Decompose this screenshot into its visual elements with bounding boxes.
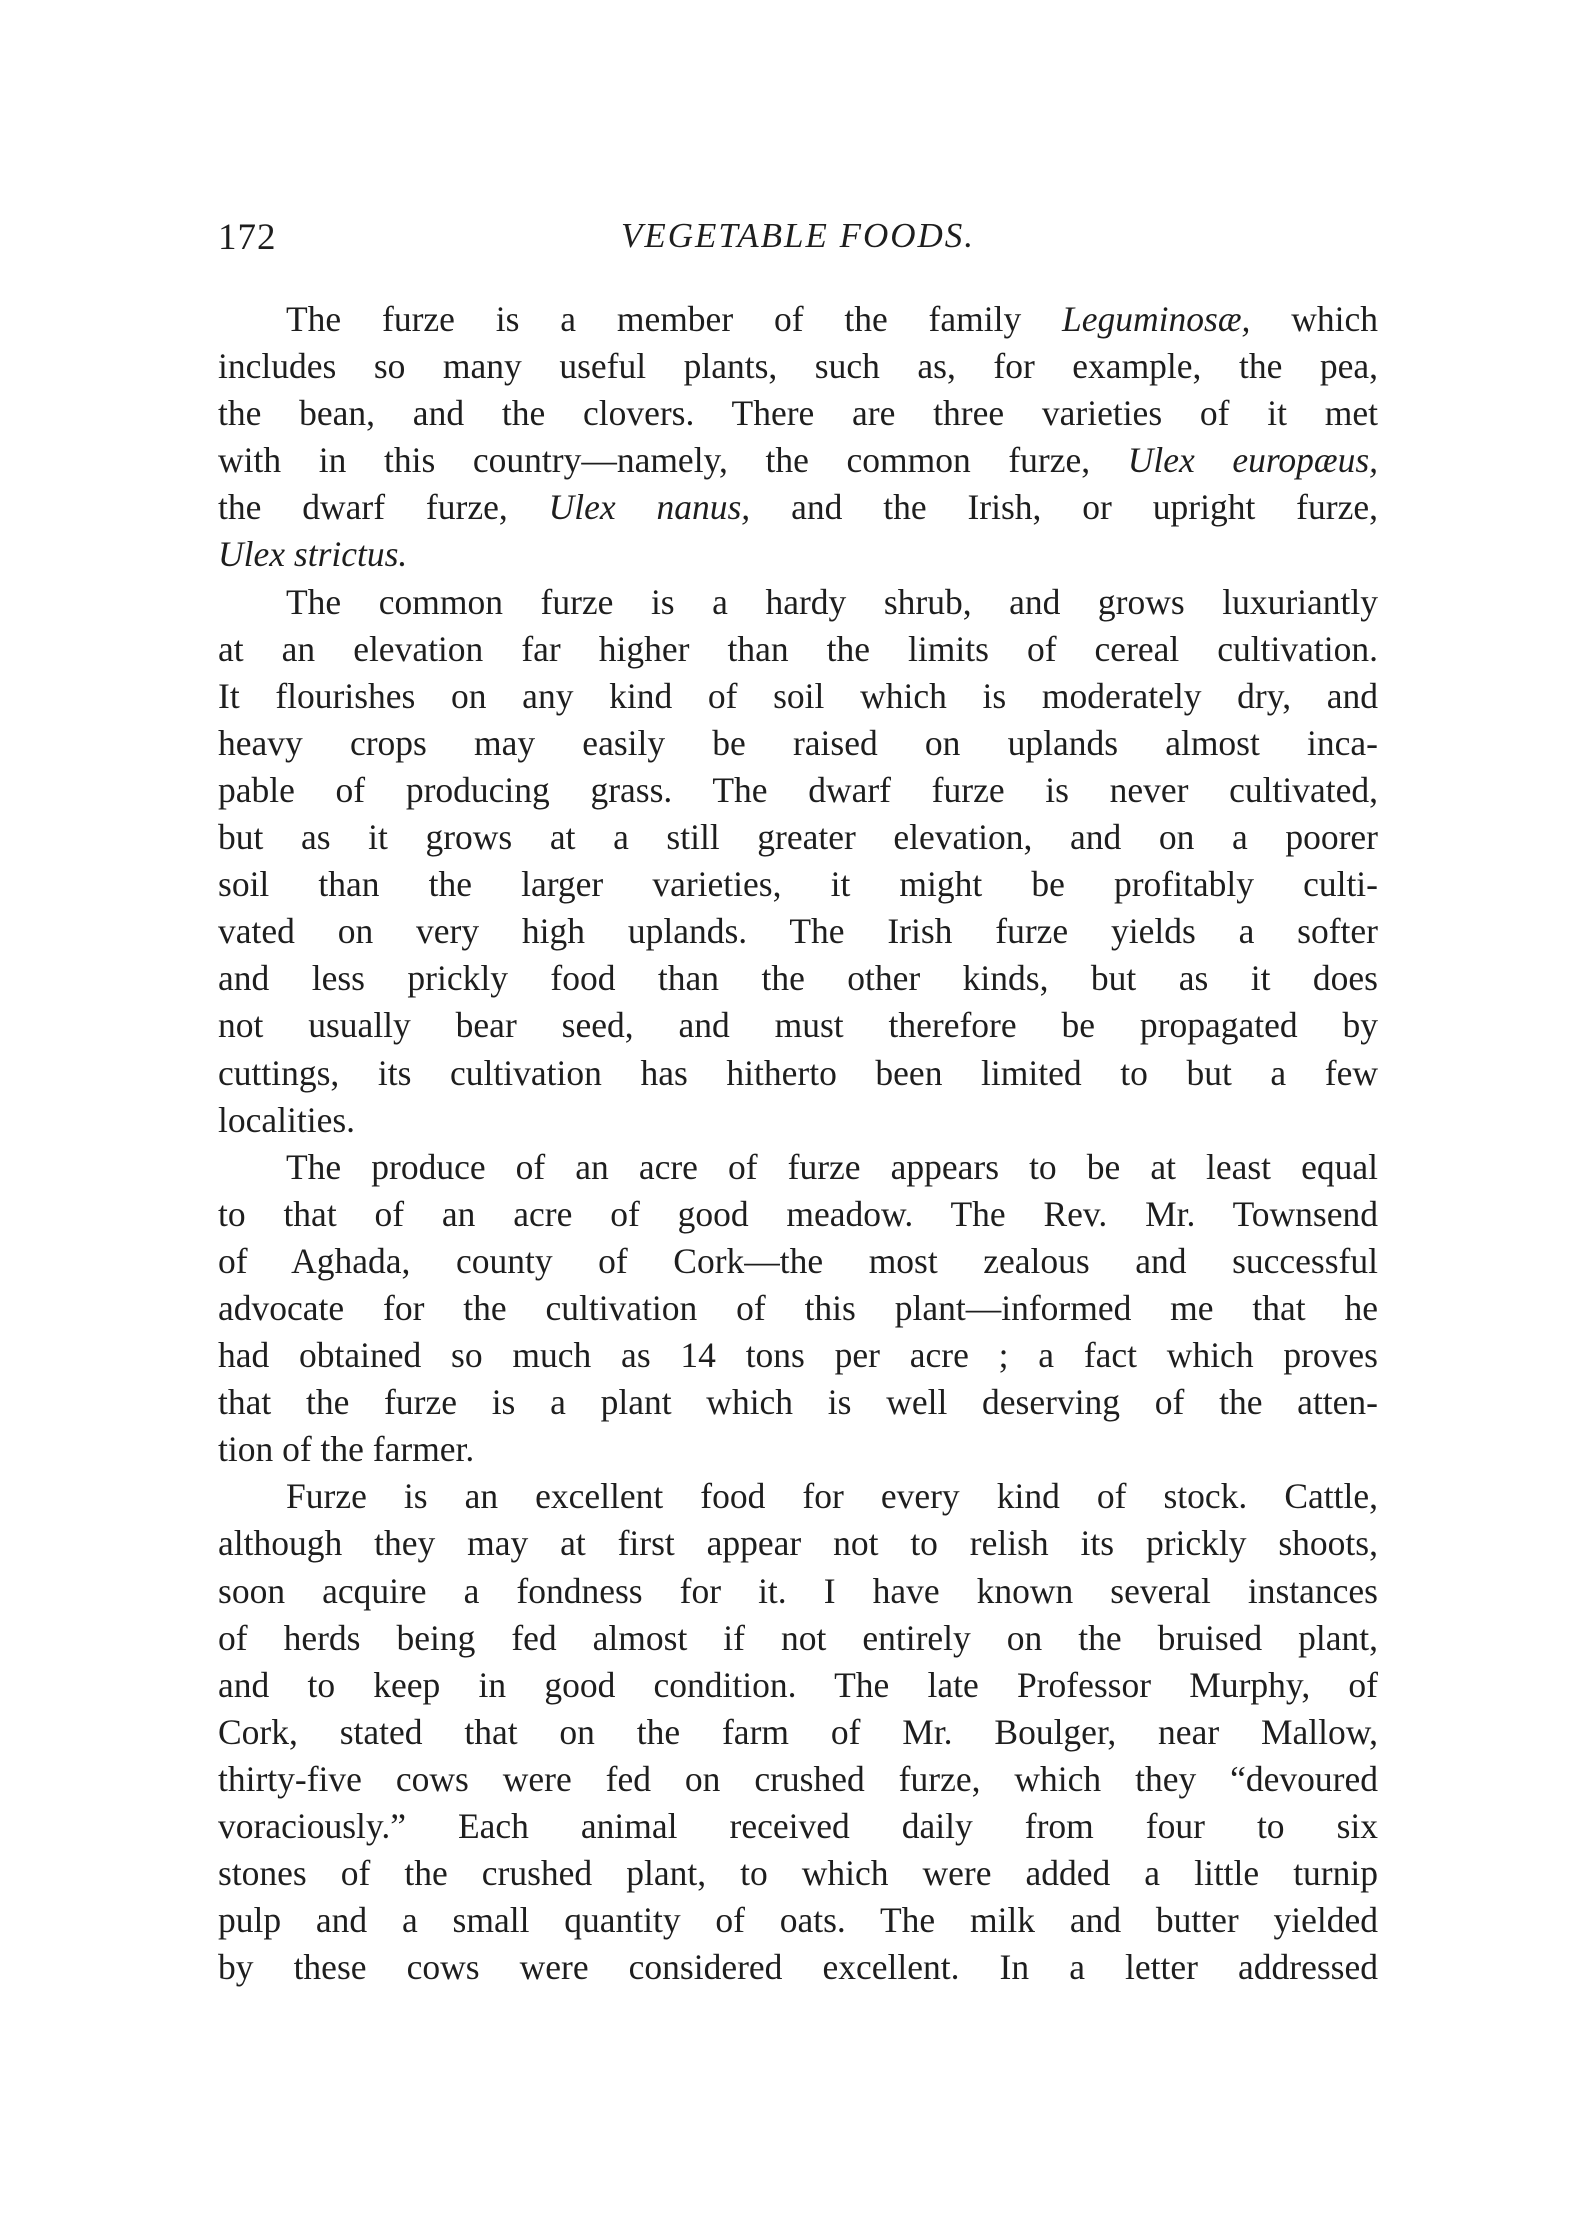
text-line: pulp and a small quantity of oats. The milk and butter yielded [218,1900,1378,1941]
text-line: of herds being fed almost if not entirely on the bruised plant, [218,1617,1378,1658]
text-line: soil than the larger varieties, it might be profitably culti- [218,864,1378,905]
italic-term: Ulex europæus, [1127,440,1379,481]
text-line: of Aghada, county of Cork—the most zealous and successful [218,1240,1378,1281]
text-line [218,531,1378,578]
text-line: but as it grows at a still greater elevation, and on a poorer [218,817,1378,858]
text-line: that the furze is a plant which is well deserving of the atten- [218,1382,1378,1423]
text-line: The produce of an acre of furze appears to be at least equal [286,1146,1378,1187]
text-line: at an elevation far higher than the limits of cereal cultivation. [218,628,1378,669]
text-line: soon acquire a fondness for it. I have known several instances [218,1570,1378,1611]
text-line: heavy crops may easily be raised on uplands almost inca- [218,722,1378,763]
text-line: to that of an acre of good meadow. The Rev. Mr. Townsend [218,1193,1378,1234]
text-line: The common furze is a hardy shrub, and grows luxuriantly [286,581,1378,622]
italic-term: Ulex nanus, [548,487,751,528]
running-title: VEGETABLE FOODS. [620,216,976,255]
text-line: and to keep in good condition. The late Professor Murphy, of [218,1664,1378,1705]
text-line: the dwarf furze, Ulex nanus, and the Irish, or upright furze, [218,487,1378,528]
page-number: 172 [218,217,277,258]
paragraph [218,579,1378,1144]
paragraph [218,296,1378,579]
text-line: with in this country—namely, the common furze, Ulex europæus, [218,440,1379,481]
page-header [218,216,1378,266]
text-line: includes so many useful plants, such as, for example, the pea, [218,346,1378,387]
text-line: The furze is a member of the family Leguminosæ, which [286,299,1379,339]
paragraph [218,1144,1378,1474]
text-line: although they may at first appear not to relish its prickly shoots, [218,1523,1378,1564]
text-line: and less prickly food than the other kinds, but as it does [218,958,1378,999]
body-text [218,296,1378,1991]
text-line: the bean, and the clovers. There are three varieties of it met [218,393,1378,434]
italic-term: Ulex strictus. [218,534,408,575]
italic-term: Leguminosæ, [1062,299,1251,339]
text-line: not usually bear seed, and must therefore be propagated by [218,1005,1378,1046]
text-line: localities. [218,1099,356,1140]
text-line: cuttings, its cultivation has hitherto been limited to but a few [218,1052,1378,1093]
text-line: voraciously.” Each animal received daily from four to six [218,1806,1378,1846]
text-line: vated on very high uplands. The Irish furze yields a softer [218,911,1378,952]
paragraph [218,1473,1378,1991]
text-line: advocate for the cultivation of this plant—informed me that he [218,1287,1378,1328]
text-line: Cork, stated that on the farm of Mr. Boulger, near Mallow, [218,1711,1378,1752]
text-line: tion of the farmer. [218,1429,475,1470]
text-line: by these cows were considered excellent. In a letter addressed [218,1947,1378,1988]
text-line: had obtained so much as 14 tons per acre ; a fact which proves [218,1335,1378,1376]
text-line: It flourishes on any kind of soil which is moderately dry, and [218,675,1378,716]
text-line: thirty-five cows were fed on crushed furze, which they “devoured [218,1758,1378,1799]
text-line: Furze is an excellent food for every kind of stock. Cattle, [286,1476,1378,1517]
text-line: pable of producing grass. The dwarf furze is never cultivated, [218,769,1378,810]
text-line: stones of the crushed plant, to which were added a little turnip [218,1853,1378,1894]
